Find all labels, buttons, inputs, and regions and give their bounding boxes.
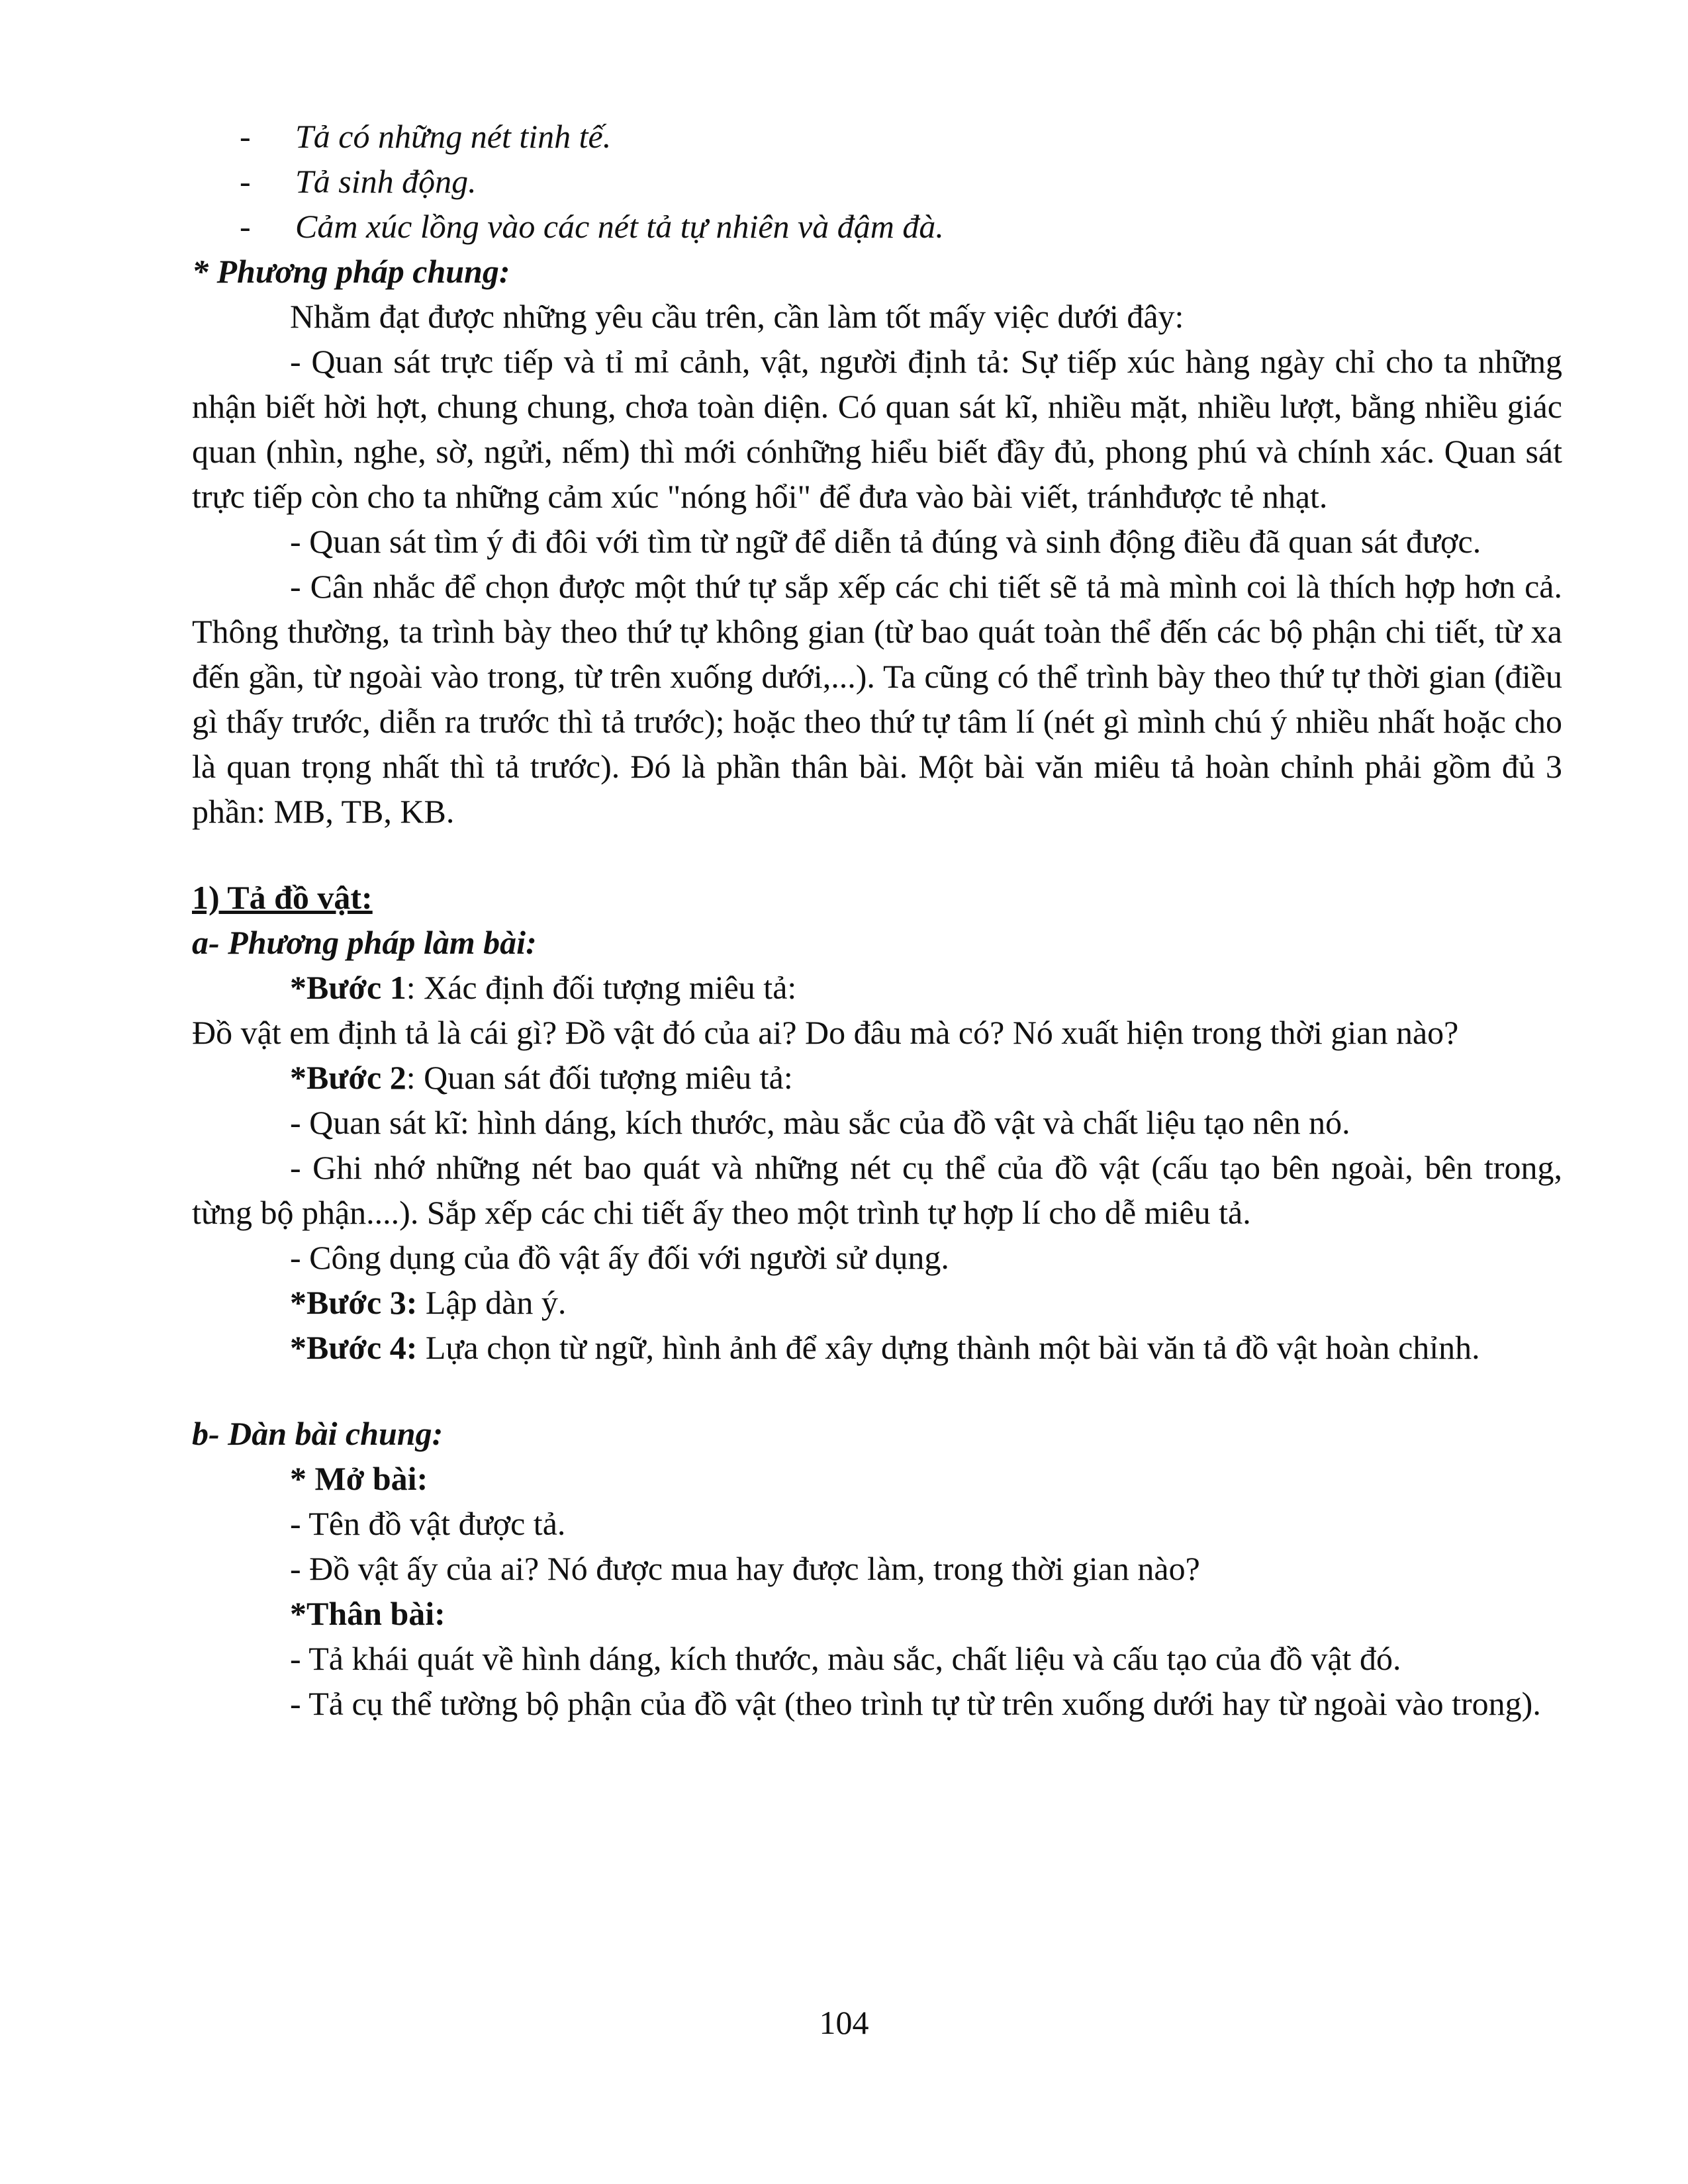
general-method-paragraph-1: - Quan sát trực tiếp và tỉ mỉ cảnh, vật, người định tả: Sự tiếp xúc hàng ngày chỉ cho ta những nhận biết hời hợt, chung chung, chơa toàn diện. Có quan sát kĩ, nhiều mặt, nhiều lượt, bằng nhiều giác quan (nhìn, nghe, sờ, ngửi, nếm) thì mới cónhững hiểu biết đầy đủ, phong phú và chính xác. Quan sát trực tiếp còn cho ta những cảm xúc "nóng hổi" để đưa vào bài viết, tránhđược tẻ nhạt. (192, 343, 1562, 515)
bullet-item: - Cảm xúc lồng vào các nét tả tự nhiên và đậm đà. (240, 208, 944, 245)
intro-heading: * Mở bài: (290, 1460, 428, 1497)
page-number: 104 (819, 2004, 869, 2041)
bullet-item: - Tả sinh động. (240, 163, 477, 200)
step-2-item: - Công dụng của đồ vật ấy đối với người sử dụng. (290, 1239, 949, 1276)
general-method-paragraph-2: - Quan sát tìm ý đi đôi với tìm từ ngữ để diễn tả đúng và sinh động điều đã quan sát được. (290, 523, 1481, 560)
general-method-paragraph-3: - Cân nhắc để chọn được một thứ tự sắp xếp các chi tiết sẽ tả mà mình coi là thích hợp hơn cả. Thông thường, ta trình bày theo thứ tự không gian (từ bao quát toàn thể đến các bộ phận chi tiết, từ xa đến gần, từ ngoài vào trong, từ trên xuống dưới,...). Ta cũng có thể trình bày theo thứ tự thời gian (điều gì thấy trước, diễn ra trước thì tả trước); hoặc theo thứ tự tâm lí (nét gì mình chú ý nhiều nhất hoặc cho là quan trọng nhất thì tả trước). Đó là phần thân bài. Một bài văn miêu tả hoàn chỉnh phải gồm đủ 3 phần: MB, TB, KB. (192, 568, 1562, 830)
step-1: *Bước 1: Xác định đối tượng miêu tả: (290, 969, 797, 1006)
body-item: - Tả cụ thể tường bộ phận của đồ vật (theo trình tự từ trên xuống dưới hay từ ngoài vào trong). (290, 1685, 1541, 1722)
intro-item: - Tên đồ vật được tả. (290, 1505, 566, 1542)
step-2-item: - Quan sát kĩ: hình dáng, kích thước, màu sắc của đồ vật và chất liệu tạo nên nó. (290, 1104, 1350, 1141)
bullet-item: - Tả có những nét tinh tế. (240, 118, 612, 155)
step-2-item: - Ghi nhớ những nét bao quát và những nét cụ thể của đồ vật (cấu tạo bên ngoài, bên trong, từng bộ phận....). Sắp xếp các chi tiết ấy theo một trình tự hợp lí cho dễ miêu tả. (192, 1149, 1562, 1231)
general-method-intro: Nhằm đạt được những yêu cầu trên, cần làm tốt mấy việc dưới đây: (290, 298, 1184, 335)
intro-item: - Đồ vật ấy của ai? Nó được mua hay được làm, trong thời gian nào? (290, 1550, 1200, 1587)
body-item: - Tả khái quát về hình dáng, kích thước, màu sắc, chất liệu và cấu tạo của đồ vật đó. (290, 1640, 1401, 1677)
step-1-detail: Đồ vật em định tả là cái gì? Đồ vật đó của ai? Do đâu mà có? Nó xuất hiện trong thời gian nào? (192, 1014, 1459, 1051)
outline-heading: b- Dàn bài chung: (192, 1415, 444, 1452)
method-heading: a- Phương pháp làm bài: (192, 924, 537, 961)
step-2: *Bước 2: Quan sát đối tượng miêu tả: (290, 1059, 793, 1096)
general-method-heading: * Phương pháp chung: (192, 253, 510, 290)
body-heading: *Thân bài: (290, 1595, 445, 1632)
document-page (192, 114, 1562, 1726)
step-3: *Bước 3: Lập dàn ý. (290, 1284, 567, 1321)
section-title: 1) Tả đồ vật: (192, 879, 373, 916)
step-4: *Bước 4: Lựa chọn từ ngữ, hình ảnh để xây dựng thành một bài văn tả đồ vật hoàn chỉnh. (290, 1329, 1480, 1366)
